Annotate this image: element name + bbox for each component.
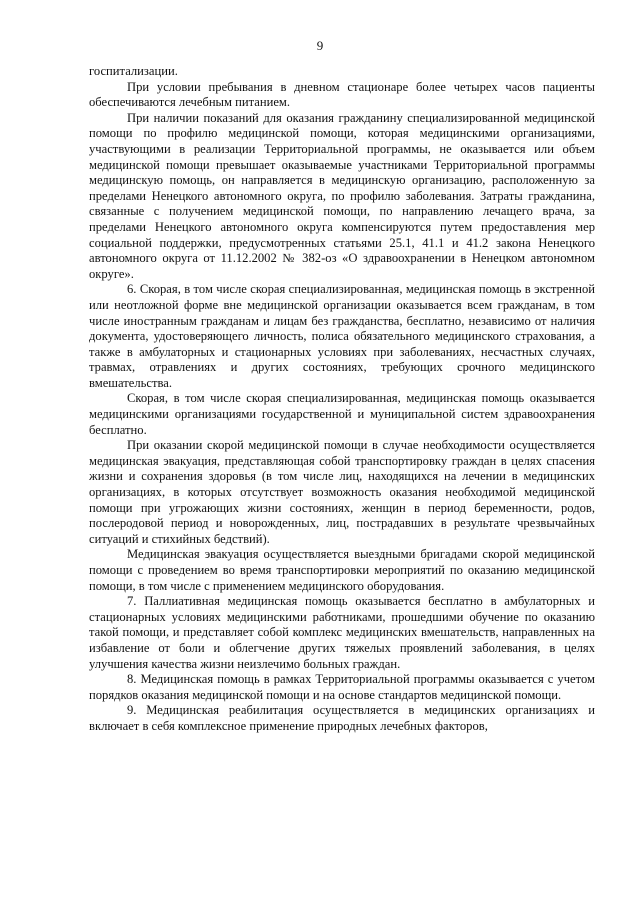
body-paragraph: госпитализации.	[89, 64, 178, 78]
page-number: 9	[316, 38, 324, 53]
body-paragraph: При оказании скорой медицинской помощи в случае необходимости осуществляется медицинская эвакуация, представляющая собой транспортировку граждан в целях спасения жизни и сохранения здоровья (в том числе лиц, находящихся на лечении в медицинских организациях, в которых отсутствует возможность оказания необходимой медицинской помощи при угрожающих жизни состояниях, женщин в период беременности, родов, послеродовой период и новорожденных, лиц, пострадавших в результате чрезвычайных ситуаций и стихийных бедствий).	[89, 438, 595, 546]
body-paragraph: Скорая, в том числе скорая специализированная, медицинская помощь оказывается медицинскими организациями государственной и муниципальной систем здравоохранения бесплатно.	[89, 391, 595, 437]
body-paragraph: 6. Скорая, в том числе скорая специализированная, медицинская помощь в экстренной или неотложной форме вне медицинской организации оказывается всем гражданам, в том числе иностранным гражданам и лицам без гражданства, бесплатно, независимо от наличия документа, удостоверяющего личность, полиса обязательного медицинского страхования, а также в амбулаторных и стационарных условиях при заболеваниях, несчастных случаях, травмах, отравлениях и других состояниях, требующих срочного медицинского вмешательства.	[89, 282, 595, 390]
body-paragraph: При наличии показаний для оказания гражданину специализированной медицинской помощи по профилю медицинской помощи, которая медицинскими организациями, участвующими в реализации Территориальной программы, не оказывается или объем медицинской помощи превышает оказываемые участниками Территориальной программы медицинскую помощь, он направляется в медицинскую организацию, расположенную за пределами Ненецкого автономного округа, по профилю заболевания. Затраты гражданина, связанные с получением медицинской помощи, по направлению лечащего врача, за пределами Ненецкого автономного округа компенсируются путем предоставления мер социальной поддержки, предусмотренных статьями 25.1, 41.1 и 41.2 закона Ненецкого автономного округа от 11.12.2002 № 382-оз «О здравоохранении в Ненецком автономном округе».	[89, 110, 595, 281]
body-paragraph: 8. Медицинская помощь в рамках Территориальной программы оказывается с учетом порядков оказания медицинской помощи и на основе стандартов медицинской помощи.	[89, 672, 595, 702]
body-paragraph: Медицинская эвакуация осуществляется выездными бригадами скорой медицинской помощи с проведением во время транспортировки мероприятий по оказанию медицинской помощи, в том числе с применением медицинского оборудования.	[89, 547, 595, 593]
body-paragraph: 9. Медицинская реабилитация осуществляется в медицинских организациях и включает в себя комплексное применение природных лечебных факторов,	[89, 703, 595, 733]
body-paragraph: 7. Паллиативная медицинская помощь оказывается бесплатно в амбулаторных и стационарных условиях медицинскими работниками, прошедшими обучение по оказанию такой помощи, и представляет собой комплекс медицинских вмешательств, направленных на избавление от боли и облегчение других тяжелых проявлений заболевания, в целях улучшения качества жизни неизлечимо больных граждан.	[89, 594, 595, 671]
body-paragraph: При условии пребывания в дневном стационаре более четырех часов пациенты обеспечиваются лечебным питанием.	[89, 79, 595, 110]
document-body	[89, 64, 595, 735]
